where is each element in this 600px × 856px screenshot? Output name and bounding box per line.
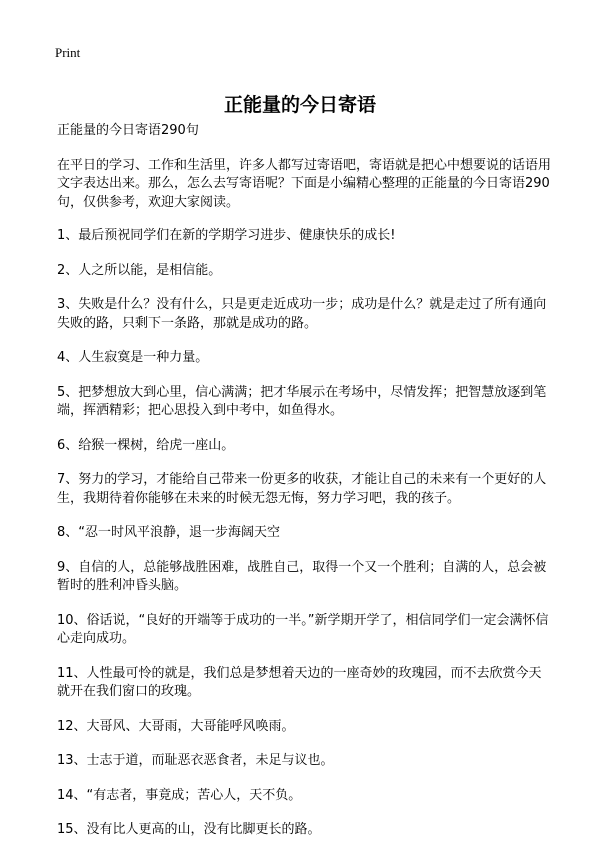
page-title: 正能量的今日寄语 [223, 93, 376, 116]
quote-item: 11、人性最可怜的就是，我们总是梦想着天边的一座奇妙的玫瑰园，而不去欣赏今天就开在我们窗口的玫瑰。 [57, 665, 542, 699]
article-subtitle: 正能量的今日寄语290句 [57, 123, 199, 138]
quote-item: 4、人生寂寞是一种力量。 [57, 350, 209, 365]
quote-item: 3、失败是什么？没有什么，只是更走近成功一步；成功是什么？就是走过了所有通向失败的路，只剩下一条路，那就是成功的路。 [57, 297, 547, 331]
quote-item: 5、把梦想放大到心里，信心满满；把才华展示在考场中，尽情发挥；把智慧放逐到笔端，挥洒精彩；把心思投入到中考中，如鱼得水。 [57, 384, 547, 418]
quote-item: 10、俗话说，“良好的开端等于成功的一半。”新学期开学了，相信同学们一定会满怀信心走向成功。 [57, 612, 549, 646]
article-body [57, 122, 552, 856]
print-link[interactable]: Print [55, 45, 81, 60]
article-intro: 在平日的学习、工作和生活里，许多人都写过寄语吧，寄语就是把心中想要说的话语用文字表达出来。那么，怎么去写寄语呢？下面是小编精心整理的正能量的今日寄语290句，仅供参考，欢迎大家阅读。 [57, 157, 552, 210]
quote-item: 7、努力的学习，才能给自己带来一份更多的收获，才能让自己的未来有一个更好的人生，我期待着你能够在未来的时候无怨无悔，努力学习吧，我的孩子。 [57, 472, 547, 506]
quote-item: 12、大哥风、大哥雨，大哥能呼风唤雨。 [57, 718, 295, 734]
quote-item: 1、最后预祝同学们在新的学期学习进步、健康快乐的成长! [57, 228, 396, 243]
quote-item: 6、给猴一棵树，给虎一座山。 [57, 437, 235, 453]
quote-item: 9、自信的人，总能够战胜困难，战胜自己，取得一个又一个胜利；自满的人，总会被暂时的胜利冲昏头脑。 [57, 559, 547, 593]
quote-item: 8、“忍一时风平浪静，退一步海阔天空 [57, 525, 281, 540]
quote-item: 15、没有比人更高的山，没有比脚更长的路。 [57, 822, 321, 837]
quote-item: 2、人之所以能，是相信能。 [57, 262, 222, 278]
quote-item: 14、“有志者，事竟成；苦心人，天不负。 [57, 787, 302, 803]
quote-item: 13、士志于道，而耻恶衣恶食者，未足与议也。 [57, 753, 334, 768]
